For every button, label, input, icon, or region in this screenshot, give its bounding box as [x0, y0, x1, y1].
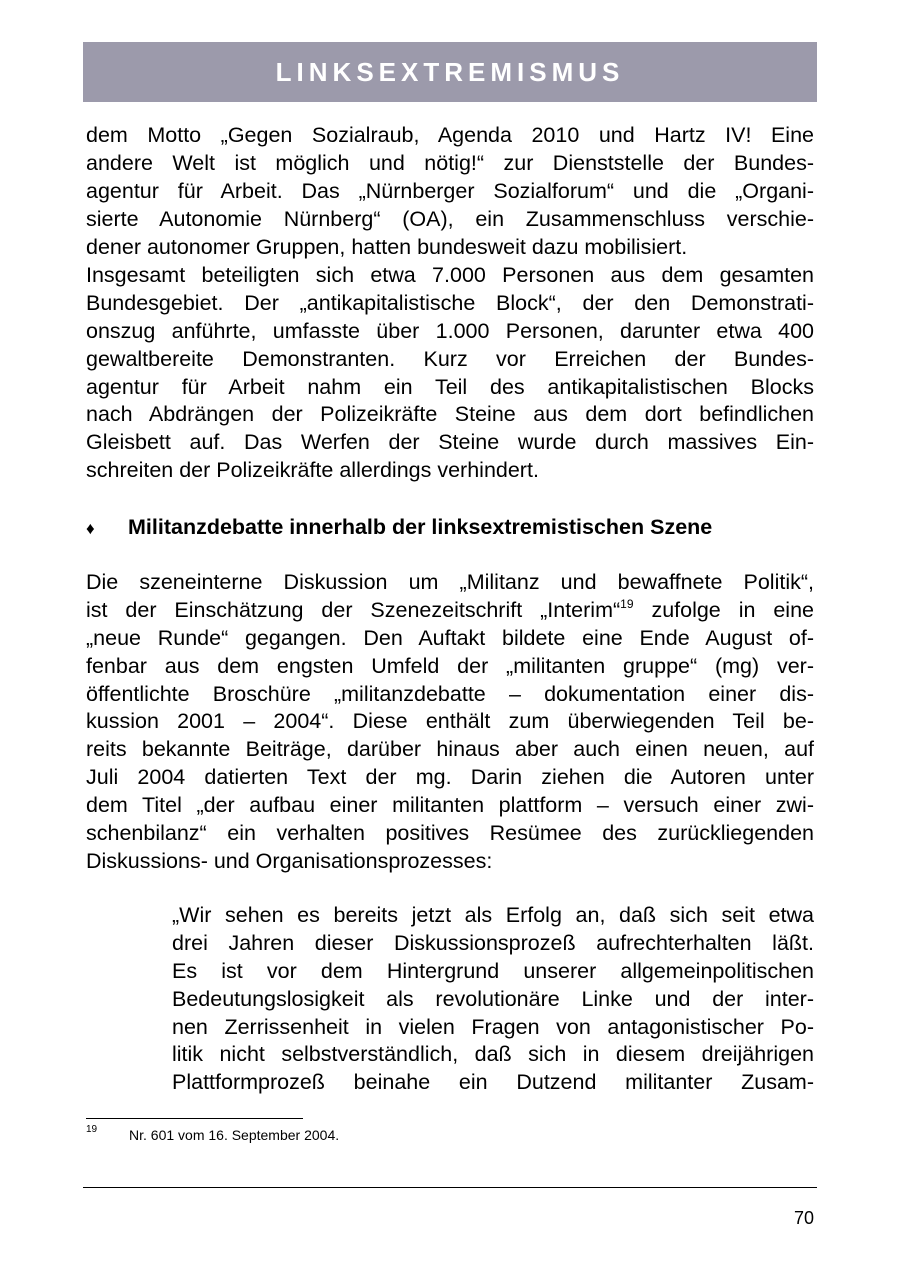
section-heading — [86, 512, 814, 544]
text-line-with-footnote — [86, 597, 814, 625]
text-line: dener autonomer Gruppen, hatten bundesweit dazu mobilisiert. — [86, 234, 688, 259]
text-line: onszug anführte, umfasste über 1.000 Personen, darunter etwa 400 — [86, 318, 814, 343]
text-line: Gleisbett auf. Das Werfen der Steine wurde durch massives Ein- — [86, 430, 814, 455]
quote-line: „Wir sehen es bereits jetzt als Erfolg an, daß sich seit etwa — [172, 903, 814, 927]
quote-line: Es ist vor dem Hintergrund unserer allgemeinpolitischen — [172, 958, 814, 983]
text-line: Juli 2004 datierten Text der mg. Darin ziehen die Autoren unter — [86, 765, 814, 790]
section-heading-text: Militanzdebatte innerhalb der linksextremistischen Szene — [128, 515, 713, 539]
text-line: schreiten der Polizeikräfte allerdings verhindert. — [86, 458, 539, 483]
text-line: agentur für Arbeit. Das „Nürnberger Sozialforum“ und die „Organi- — [86, 178, 814, 203]
paragraph-1 — [86, 122, 814, 261]
paragraph-3 — [86, 569, 814, 876]
text-line: agentur für Arbeit nahm ein Teil des antikapitalistischen Blocks — [86, 374, 814, 399]
footer-divider — [83, 1187, 817, 1188]
text-line: reits bekannte Beiträge, darüber hinaus aber auch einen neuen, auf — [86, 737, 814, 762]
text-line: dem Motto „Gegen Sozialraub, Agenda 2010 und Hartz IV! Eine — [86, 123, 814, 147]
footnote-number: 19 — [86, 1124, 98, 1135]
text-line: nach Abdrängen der Polizeikräfte Steine aus dem dort befindlichen — [86, 402, 814, 427]
text-line: schenbilanz“ ein verhalten positives Resümee des zurückliegenden — [86, 821, 814, 846]
text-line: Bundesgebiet. Der „antikapitalistische Block“, der den Demonstrati- — [86, 290, 814, 315]
text-line: dem Titel „der aufbau einer militanten plattform – versuch einer zwi- — [86, 793, 814, 818]
quote-line: nen Zerrissenheit in vielen Fragen von antagonistischer Po- — [172, 1014, 814, 1039]
text-segment: zufolge in eine — [633, 597, 815, 622]
section-title: LINKSEXTREMISMUS — [275, 57, 625, 87]
text-line: kussion 2001 – 2004“. Diese enthält zum überwiegenden Teil be- — [86, 709, 814, 734]
block-quote — [172, 902, 814, 1097]
text-line: andere Welt ist möglich und nötig!“ zur Dienststelle der Bundes- — [86, 150, 814, 175]
text-line: „neue Runde“ gegangen. Den Auftakt bildete eine Ende August of- — [86, 625, 814, 650]
text-line: sierte Autonomie Nürnberg“ (OA), ein Zusammenschluss verschie- — [86, 206, 814, 231]
quote-line: drei Jahren dieser Diskussionsprozeß aufrechterhalten läßt. — [172, 930, 814, 955]
page-number: 70 — [793, 1208, 814, 1228]
footnote-divider — [86, 1118, 303, 1119]
text-line: Diskussions- und Organisationsprozesses: — [86, 848, 493, 873]
diamond-bullet-icon: ♦ — [86, 519, 95, 538]
quote-line: Bedeutungslosigkeit als revolutionäre Linke und der inter- — [172, 986, 814, 1011]
text-line: gewaltbereite Demonstranten. Kurz vor Erreichen der Bundes- — [86, 346, 814, 371]
quote-line: Plattformprozeß beinahe ein Dutzend militanter Zusam- — [172, 1070, 814, 1095]
header-bar — [83, 42, 817, 102]
paragraph-2 — [86, 262, 814, 485]
text-line: Die szeneinterne Diskussion um „Militanz und bewaffnete Politik“, — [86, 570, 814, 594]
text-line: öffentlichte Broschüre „militanzdebatte – dokumentation einer dis- — [86, 681, 814, 706]
footnote-text: Nr. 601 vom 16. September 2004. — [129, 1127, 340, 1143]
footnote-reference[interactable]: 19 — [620, 596, 634, 611]
text-line: fenbar aus dem engsten Umfeld der „militanten gruppe“ (mg) ver- — [86, 653, 814, 678]
quote-line: litik nicht selbstverständlich, daß sich in diesem dreijährigen — [172, 1042, 814, 1067]
text-line: Insgesamt beteiligten sich etwa 7.000 Personen aus dem gesamten — [86, 263, 814, 287]
text-segment: ist der Einschätzung der Szenezeitschrift „Interim“ — [86, 597, 621, 622]
